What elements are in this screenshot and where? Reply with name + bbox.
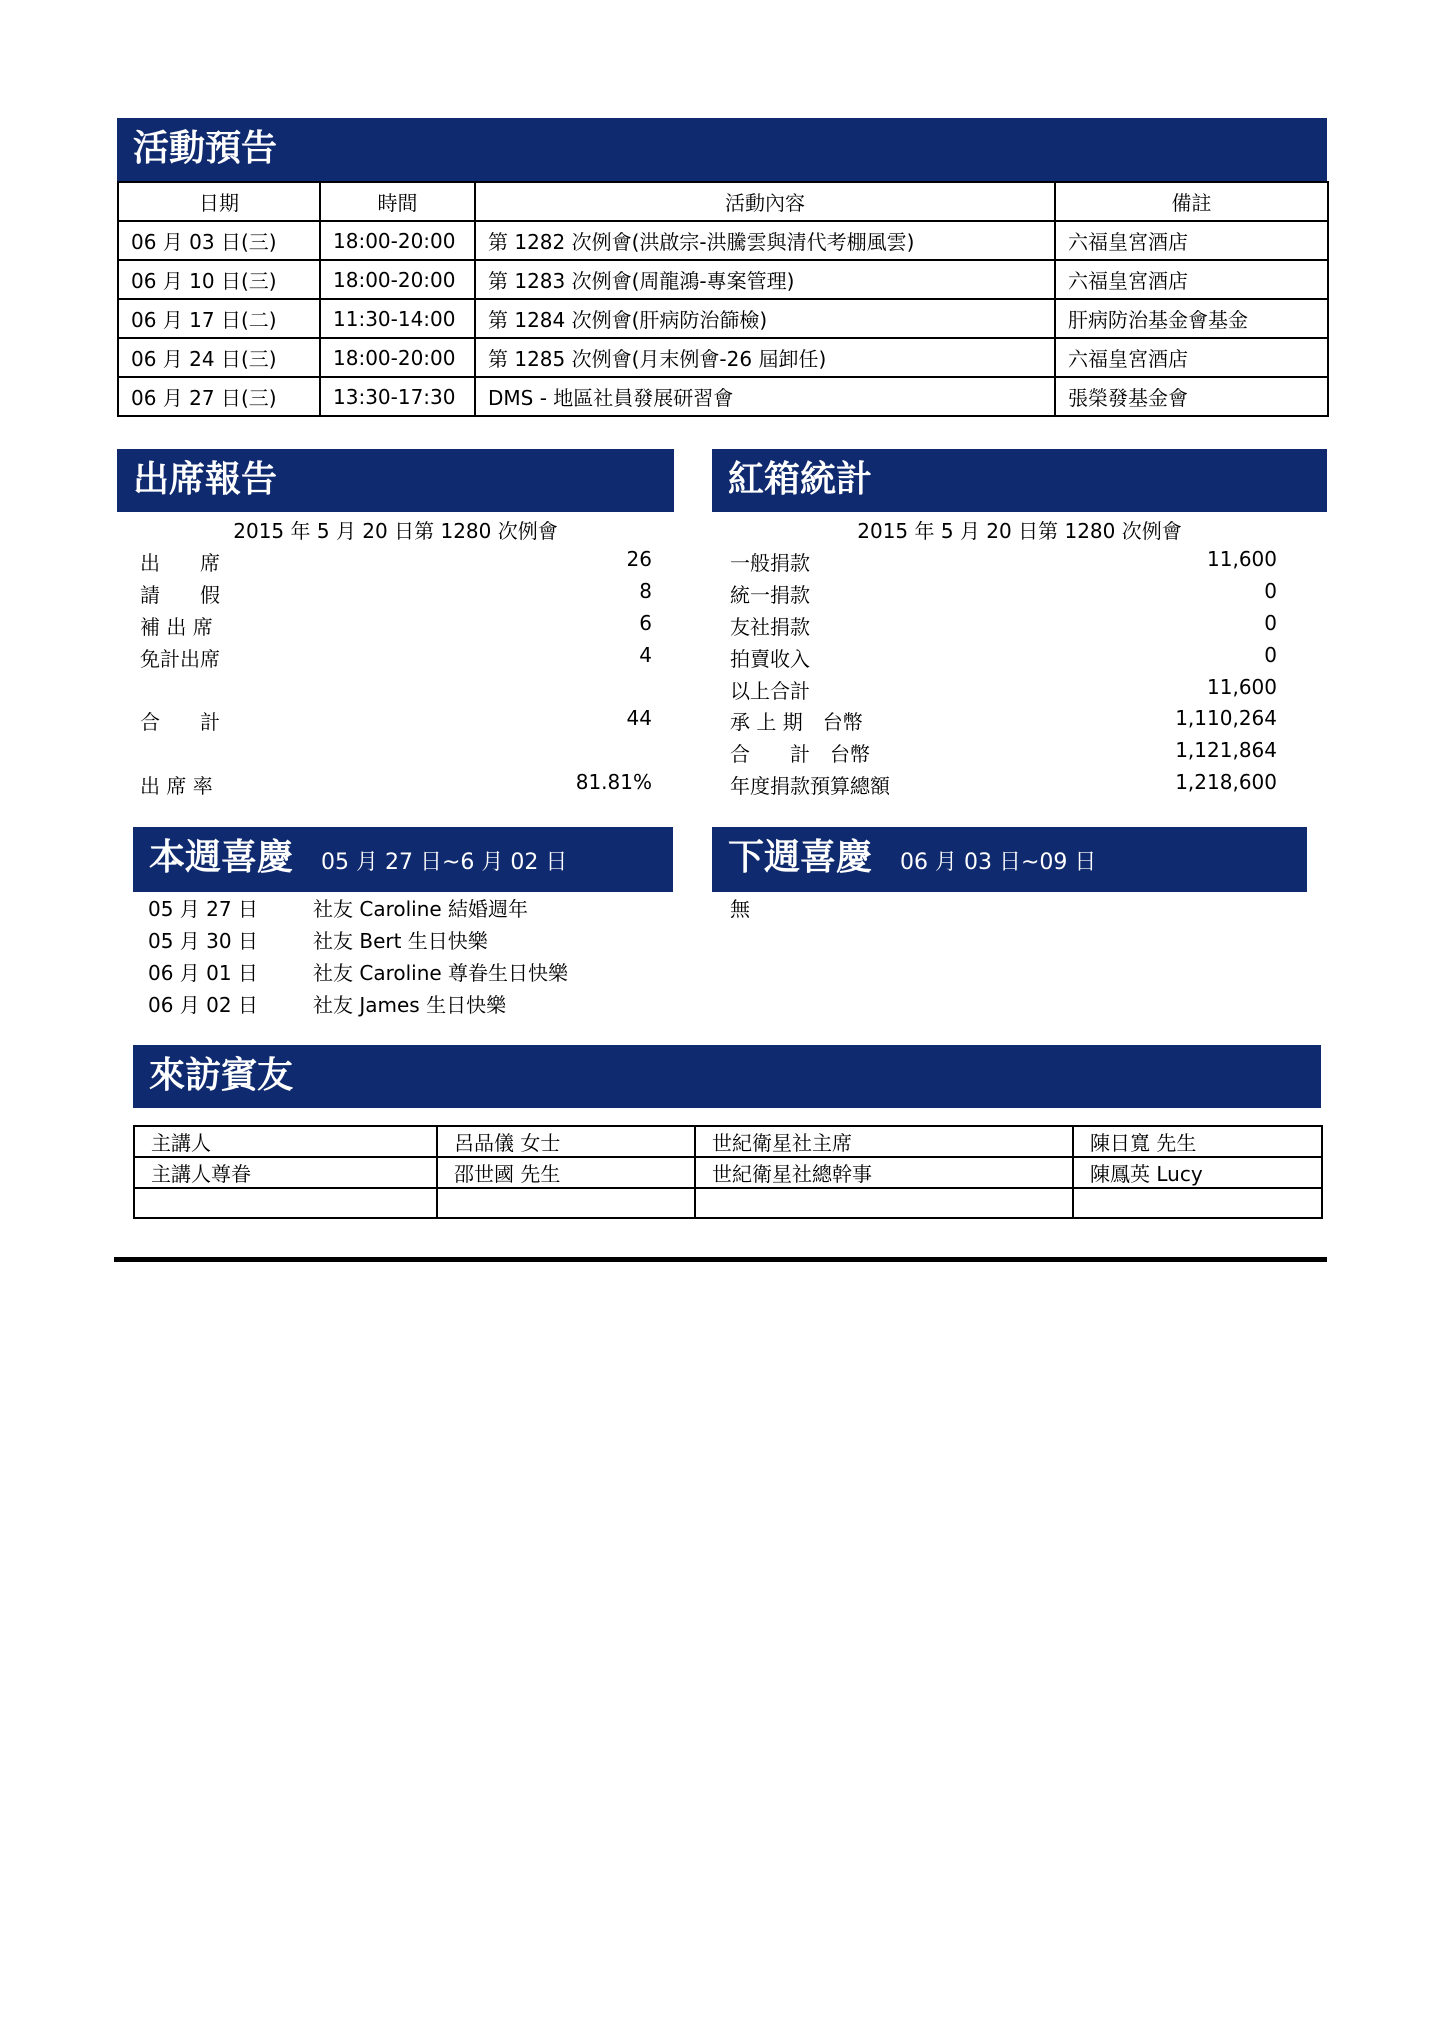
celebration-text: 社友 Caroline 結婚週年 — [313, 897, 529, 921]
visitors-table — [133, 1125, 1323, 1219]
table-row — [118, 221, 1328, 260]
attendance-value: 4 — [639, 643, 652, 667]
visitors-banner — [133, 1045, 1321, 1108]
this-week-title: 本週喜慶 — [149, 837, 294, 878]
this-week-banner — [133, 827, 673, 892]
redbox-label: 拍賣收入 — [730, 647, 810, 671]
redbox-value: 11,600 — [1207, 675, 1277, 699]
list-item — [148, 957, 668, 988]
activity-content: DMS - 地區社員發展研習會 — [475, 377, 1055, 416]
redbox-row — [730, 675, 1277, 706]
visitor-role: 主講人 — [134, 1126, 437, 1157]
activity-time: 13:30-17:30 — [320, 377, 475, 416]
attendance-row — [140, 770, 652, 801]
attendance-value: 81.81% — [575, 770, 652, 794]
redbox-label: 年度捐款預算總額 — [730, 774, 890, 798]
activities-title: 活動預告 — [133, 128, 278, 169]
redbox-value: 0 — [1264, 611, 1277, 635]
redbox-row — [730, 770, 1277, 801]
activity-note: 張榮發基金會 — [1055, 377, 1328, 416]
table-row — [134, 1188, 1322, 1218]
attendance-value: 6 — [639, 611, 652, 635]
next-week-item: 無 — [730, 897, 750, 921]
list-item — [730, 893, 1030, 924]
activity-time: 18:00-20:00 — [320, 338, 475, 377]
redbox-value: 11,600 — [1207, 547, 1277, 571]
redbox-row — [730, 643, 1277, 674]
redbox-row — [730, 579, 1277, 610]
redbox-row — [730, 706, 1277, 737]
this-week-range: 05 月 27 日~6 月 02 日 — [321, 850, 568, 875]
activity-note: 六福皇宮酒店 — [1055, 338, 1328, 377]
activity-content: 第 1283 次例會(周龍鴻-專案管理) — [475, 260, 1055, 299]
header-content: 活動內容 — [475, 182, 1055, 221]
activity-date: 06 月 17 日(二) — [118, 299, 320, 338]
list-item — [148, 893, 668, 924]
celebration-date: 05 月 27 日 — [148, 897, 258, 921]
visitor-role: 世紀衛星社總幹事 — [695, 1157, 1073, 1188]
activity-content: 第 1282 次例會(洪啟宗-洪騰雲與清代考棚風雲) — [475, 221, 1055, 260]
visitor-name: 陳日寬 先生 — [1073, 1126, 1322, 1157]
redbox-row — [730, 738, 1277, 769]
visitor-role: 主講人尊眷 — [134, 1157, 437, 1188]
attendance-row — [140, 643, 652, 674]
header-time: 時間 — [320, 182, 475, 221]
attendance-label: 免計出席 — [140, 647, 220, 671]
activity-content: 第 1284 次例會(肝病防治篩檢) — [475, 299, 1055, 338]
redbox-label: 統一捐款 — [730, 583, 810, 607]
redbox-value: 1,218,600 — [1175, 770, 1277, 794]
attendance-label: 合 計 — [140, 710, 220, 734]
next-week-range: 06 月 03 日~09 日 — [900, 850, 1097, 875]
redbox-banner — [712, 449, 1327, 512]
celebration-text: 社友 James 生日快樂 — [313, 993, 507, 1017]
activities-header-row — [118, 182, 1328, 221]
attendance-value: 26 — [626, 547, 652, 571]
attendance-row — [140, 579, 652, 610]
activity-note: 六福皇宮酒店 — [1055, 260, 1328, 299]
header-date: 日期 — [118, 182, 320, 221]
attendance-label: 補 出 席 — [140, 615, 213, 639]
next-week-title: 下週喜慶 — [728, 837, 873, 878]
celebration-text: 社友 Caroline 尊眷生日快樂 — [313, 961, 569, 985]
attendance-row — [140, 547, 652, 578]
celebration-date: 06 月 01 日 — [148, 961, 258, 985]
redbox-label: 承 上 期 台幣 — [730, 710, 863, 734]
attendance-value: 8 — [639, 579, 652, 603]
visitors-title: 來訪賓友 — [149, 1055, 294, 1096]
redbox-row — [730, 611, 1277, 642]
table-row — [118, 377, 1328, 416]
visitor-cell — [1073, 1188, 1322, 1218]
activities-table — [117, 181, 1329, 417]
attendance-meeting: 2015 年 5 月 20 日第 1280 次例會 — [233, 519, 558, 543]
activity-time: 18:00-20:00 — [320, 260, 475, 299]
attendance-row — [140, 706, 652, 737]
attendance-label: 出 席 — [140, 551, 220, 575]
attendance-title: 出席報告 — [133, 459, 278, 500]
header-note: 備註 — [1055, 182, 1328, 221]
redbox-value: 0 — [1264, 579, 1277, 603]
redbox-label: 一般捐款 — [730, 551, 810, 575]
activity-date: 06 月 24 日(三) — [118, 338, 320, 377]
activity-date: 06 月 27 日(三) — [118, 377, 320, 416]
celebration-date: 05 月 30 日 — [148, 929, 258, 953]
attendance-value: 44 — [626, 706, 652, 730]
visitor-name: 邵世國 先生 — [437, 1157, 695, 1188]
table-row — [118, 338, 1328, 377]
list-item — [148, 989, 668, 1020]
table-row — [118, 260, 1328, 299]
footer-divider — [114, 1257, 1327, 1262]
redbox-title: 紅箱統計 — [728, 459, 873, 500]
redbox-label: 以上合計 — [730, 679, 810, 703]
redbox-value: 1,121,864 — [1175, 738, 1277, 762]
activity-time: 18:00-20:00 — [320, 221, 475, 260]
celebration-date: 06 月 02 日 — [148, 993, 258, 1017]
activity-time: 11:30-14:00 — [320, 299, 475, 338]
visitor-cell — [134, 1188, 437, 1218]
attendance-label: 請 假 — [140, 583, 220, 607]
activity-date: 06 月 03 日(三) — [118, 221, 320, 260]
activity-date: 06 月 10 日(三) — [118, 260, 320, 299]
table-row — [118, 299, 1328, 338]
redbox-value: 0 — [1264, 643, 1277, 667]
table-row — [134, 1157, 1322, 1188]
activity-note: 肝病防治基金會基金 — [1055, 299, 1328, 338]
visitor-role: 世紀衛星社主席 — [695, 1126, 1073, 1157]
redbox-value: 1,110,264 — [1175, 706, 1277, 730]
table-row — [134, 1126, 1322, 1157]
activity-note: 六福皇宮酒店 — [1055, 221, 1328, 260]
celebration-text: 社友 Bert 生日快樂 — [313, 929, 488, 953]
redbox-label: 合 計 台幣 — [730, 742, 870, 766]
redbox-label: 友社捐款 — [730, 615, 810, 639]
attendance-banner — [117, 449, 674, 512]
activities-banner — [117, 118, 1327, 181]
visitor-name: 陳鳳英 Lucy — [1073, 1157, 1322, 1188]
attendance-label: 出 席 率 — [140, 774, 213, 798]
visitor-cell — [695, 1188, 1073, 1218]
list-item — [148, 925, 668, 956]
visitor-name: 呂品儀 女士 — [437, 1126, 695, 1157]
redbox-row — [730, 547, 1277, 578]
redbox-meeting: 2015 年 5 月 20 日第 1280 次例會 — [857, 519, 1182, 543]
visitor-cell — [437, 1188, 695, 1218]
activity-content: 第 1285 次例會(月末例會-26 屆卸任) — [475, 338, 1055, 377]
next-week-banner — [712, 827, 1307, 892]
attendance-row — [140, 611, 652, 642]
